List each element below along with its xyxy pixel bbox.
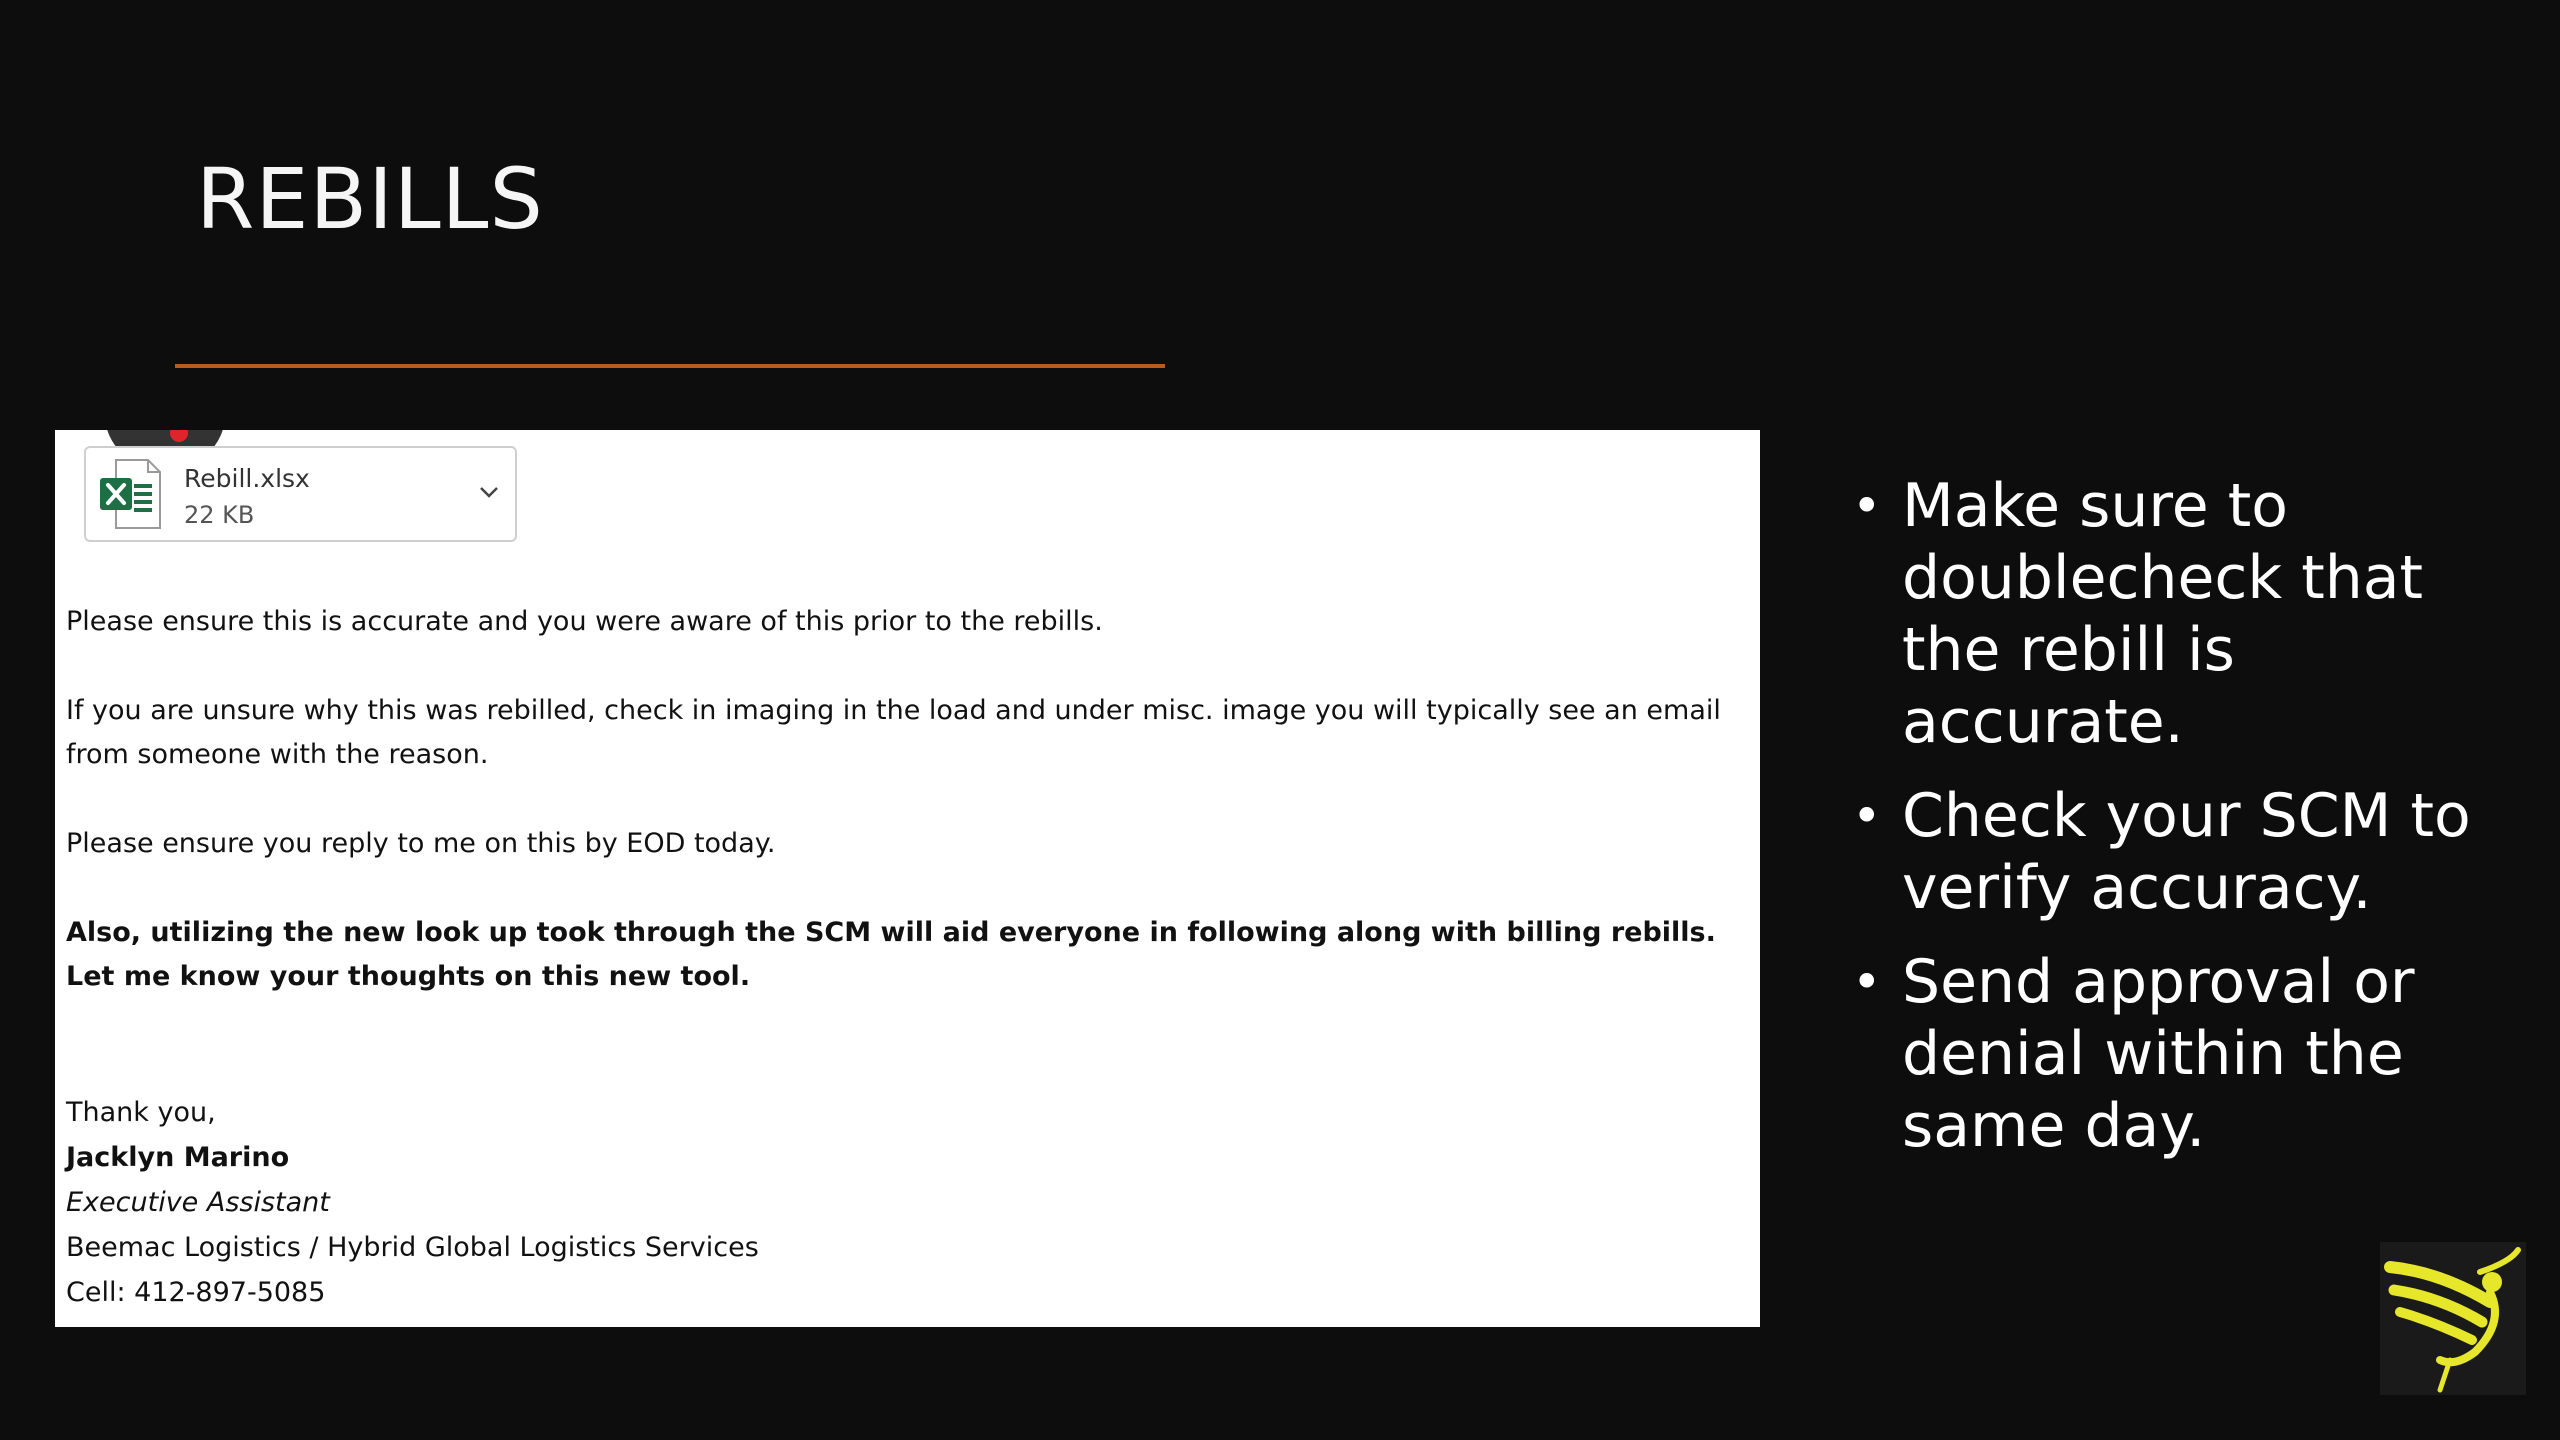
email-signature: [66, 1090, 759, 1315]
excel-file-icon: [98, 458, 162, 530]
email-screenshot: [55, 430, 1760, 1327]
bullet-item: [1852, 780, 2492, 924]
chevron-down-icon[interactable]: [477, 482, 501, 502]
logo-graphic: [2380, 1242, 2526, 1395]
email-body: [66, 600, 1756, 1044]
bullet-glyph: •: [1852, 477, 1882, 535]
signature-closing: Thank you,: [66, 1097, 216, 1128]
attachment-filename: Rebill.xlsx: [184, 464, 310, 493]
email-paragraph-bold: Also, utilizing the new look up took through the SCM will aid everyone in following along with billing rebills. Let me know your thoughts on this new tool.: [66, 917, 1716, 992]
signature-cell: Cell: 412-897-5085: [66, 1277, 326, 1308]
title-divider: [175, 364, 1165, 368]
bullet-text: Check your SCM to verify accuracy.: [1902, 781, 2471, 923]
slide-title: REBILLS: [196, 150, 544, 248]
bullet-glyph: •: [1852, 787, 1882, 845]
bullet-glyph: •: [1852, 953, 1882, 1011]
attachment-size: 22 KB: [184, 501, 255, 529]
hornet-logo-icon: [2380, 1242, 2526, 1395]
attachment-card[interactable]: [84, 446, 517, 542]
signature-name: Jacklyn Marino: [66, 1142, 290, 1173]
signature-title: Executive Assistant: [66, 1187, 330, 1218]
bullet-item: [1852, 470, 2492, 758]
bullet-text: Make sure to doublecheck that the rebill is accurate.: [1902, 471, 2424, 757]
bullet-list: [1852, 470, 2492, 1184]
signature-company: Beemac Logistics / Hybrid Global Logistics Services: [66, 1232, 759, 1263]
bullet-text: Send approval or denial within the same day.: [1902, 947, 2415, 1161]
email-paragraph: Please ensure this is accurate and you were aware of this prior to the rebills.: [66, 606, 1103, 637]
email-paragraph: Please ensure you reply to me on this by EOD today.: [66, 828, 776, 859]
email-paragraph: If you are unsure why this was rebilled, check in imaging in the load and under misc. image you will typically see an email from someone with the reason.: [66, 695, 1721, 770]
bullet-item: [1852, 946, 2492, 1162]
